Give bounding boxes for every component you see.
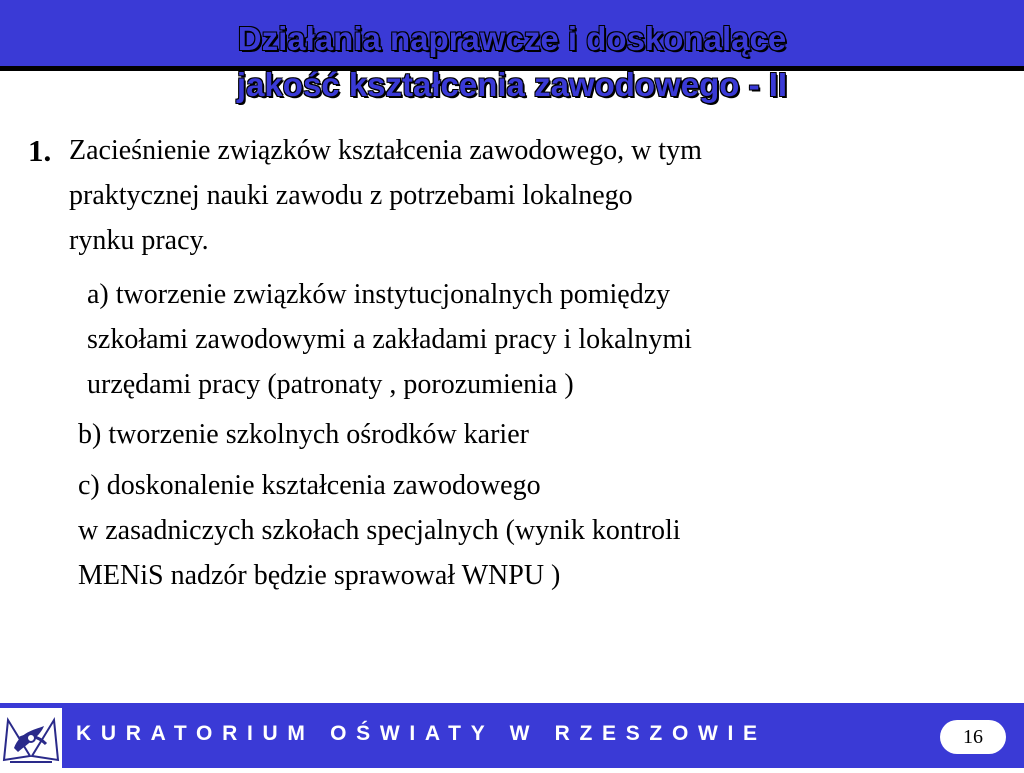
sub-item-a-line-1: a) tworzenie związków instytucjonalnych pomiędzy — [87, 279, 671, 310]
list-item-number: 1. — [28, 133, 52, 168]
page-number-badge: 16 — [940, 720, 1006, 754]
sub-item-c-line-3: MENiS nadzór będzie sprawował WNPU ) — [78, 560, 561, 591]
sub-item-b — [78, 412, 978, 457]
slide-title-line-1: Działania naprawcze i doskonalące — [237, 20, 787, 57]
slide-title — [0, 16, 1024, 108]
list-item-line-3: rynku pracy. — [69, 225, 209, 256]
kuratorium-emblem-icon — [0, 708, 62, 768]
sub-item-b-line-1: b) tworzenie szkolnych ośrodków karier — [78, 419, 529, 450]
sub-item-a — [87, 272, 987, 407]
sub-item-c-line-1: c) doskonalenie kształcenia zawodowego — [78, 470, 541, 501]
sub-item-a-line-2: szkołami zawodowymi a zakładami pracy i lokalnymi — [87, 324, 692, 355]
sub-item-c — [78, 463, 978, 598]
list-item-1 — [28, 128, 988, 263]
organization-name: KURATORIUM OŚWIATY W RZESZOWIE — [76, 722, 767, 745]
list-item-line-1: Zacieśnienie związków kształcenia zawodowego, w tym — [69, 135, 702, 166]
sub-item-a-line-3: urzędami pracy (patronaty , porozumienia ) — [87, 369, 574, 400]
slide-title-line-2: jakość kształcenia zawodowego - II — [236, 66, 788, 103]
list-item-line-2: praktycznej nauki zawodu z potrzebami lokalnego — [69, 180, 633, 211]
sub-item-c-line-2: w zasadniczych szkołach specjalnych (wynik kontroli — [78, 515, 681, 546]
